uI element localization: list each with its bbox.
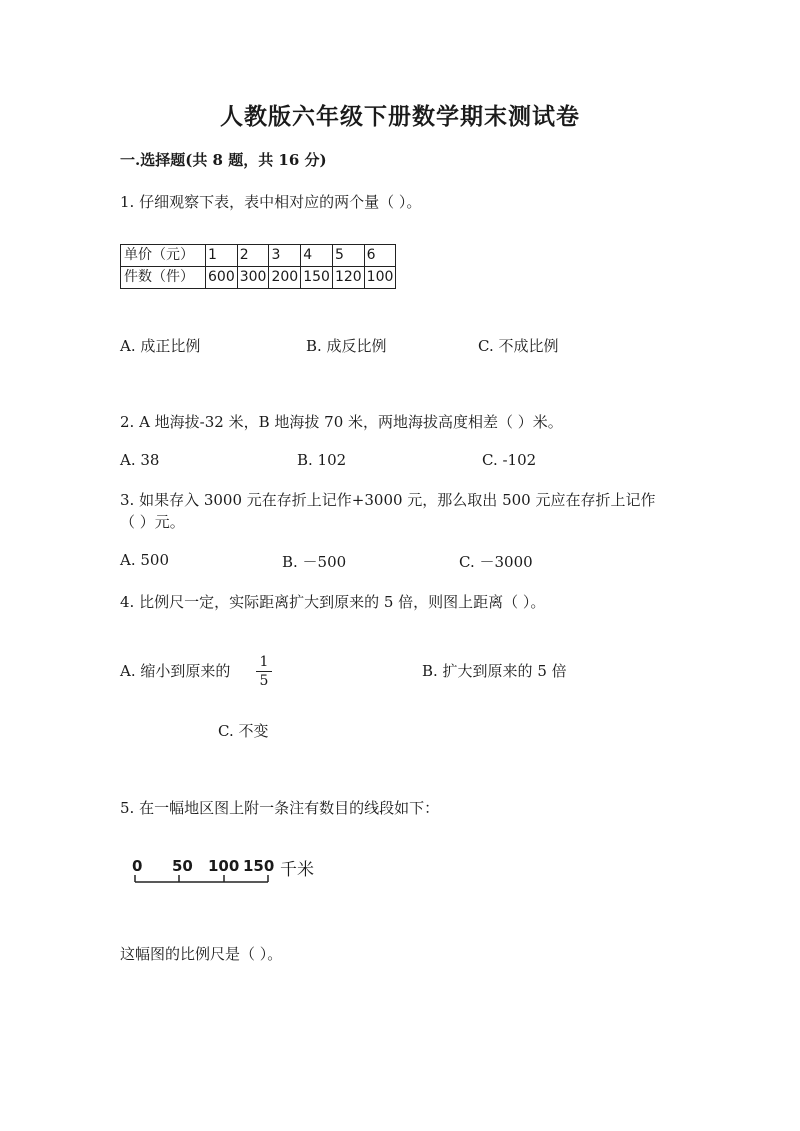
q4-option-b[interactable]: B. 扩大到原来的 5 倍 [422, 662, 567, 680]
fraction-bar [256, 671, 272, 672]
table-cell: 5 [332, 245, 364, 267]
q2-option-c[interactable]: C. -102 [482, 451, 537, 469]
scale-label: 100 [208, 857, 240, 875]
table-cell: 100 [364, 267, 396, 289]
question-5: 5. 在一幅地区图上附一条注有数目的线段如下： [120, 799, 440, 817]
q2-option-a[interactable]: A. 38 [120, 451, 160, 469]
scale-unit: 千米 [280, 860, 314, 880]
question-1: 1. 仔细观察下表，表中相对应的两个量（ ）。 [120, 193, 422, 211]
scale-label: 0 [132, 857, 143, 875]
question-2: 2. A 地海拔-32 米，B 地海拔 70 米，两地海拔高度相差（ ）米。 [120, 413, 563, 431]
price-quantity-table [120, 244, 396, 289]
q1-option-a[interactable]: A. 成正比例 [120, 337, 201, 355]
question-4: 4. 比例尺一定，实际距离扩大到原来的 5 倍，则图上距离（ ）。 [120, 593, 546, 611]
table-cell: 3 [269, 245, 301, 267]
table-cell: 2 [237, 245, 269, 267]
question-3-continued: （ ）元。 [120, 513, 185, 531]
page-title: 人教版六年级下册数学期末测试卷 [220, 103, 580, 130]
q1-option-c[interactable]: C. 不成比例 [478, 337, 559, 355]
table-cell: 120 [332, 267, 364, 289]
scale-label: 50 [172, 857, 193, 875]
q4-option-c[interactable]: C. 不变 [218, 722, 269, 740]
table-row-label: 单价（元） [121, 245, 206, 267]
table-cell: 600 [206, 267, 238, 289]
fraction-denominator: 5 [259, 673, 269, 689]
q1-option-b[interactable]: B. 成反比例 [306, 337, 387, 355]
table-cell: 200 [269, 267, 301, 289]
table-row-label: 件数（件） [121, 267, 206, 289]
question-3: 3. 如果存入 3000 元在存折上记作+3000 元，那么取出 500 元应在存折上记作 [120, 491, 656, 509]
fraction-one-fifth [256, 654, 272, 689]
table-cell: 6 [364, 245, 396, 267]
q3-option-a[interactable]: A. 500 [120, 551, 169, 569]
scale-label: 150 [243, 857, 275, 875]
scale-bar [134, 872, 274, 888]
q3-option-b[interactable]: B. －500 [282, 553, 347, 571]
section-heading: 一.选择题(共 8 题，共 16 分) [120, 151, 327, 169]
q2-option-b[interactable]: B. 102 [297, 451, 347, 469]
fraction-numerator: 1 [259, 654, 269, 670]
table-cell: 150 [301, 267, 333, 289]
table-row [121, 267, 396, 289]
table-cell: 300 [237, 267, 269, 289]
table-cell: 1 [206, 245, 238, 267]
table-cell: 4 [301, 245, 333, 267]
table-row [121, 245, 396, 267]
q4-option-a[interactable]: A. 缩小到原来的 [120, 662, 231, 680]
question-5-prompt: 这幅图的比例尺是（ ）。 [120, 945, 283, 963]
q3-option-c[interactable]: C. －3000 [459, 553, 533, 571]
